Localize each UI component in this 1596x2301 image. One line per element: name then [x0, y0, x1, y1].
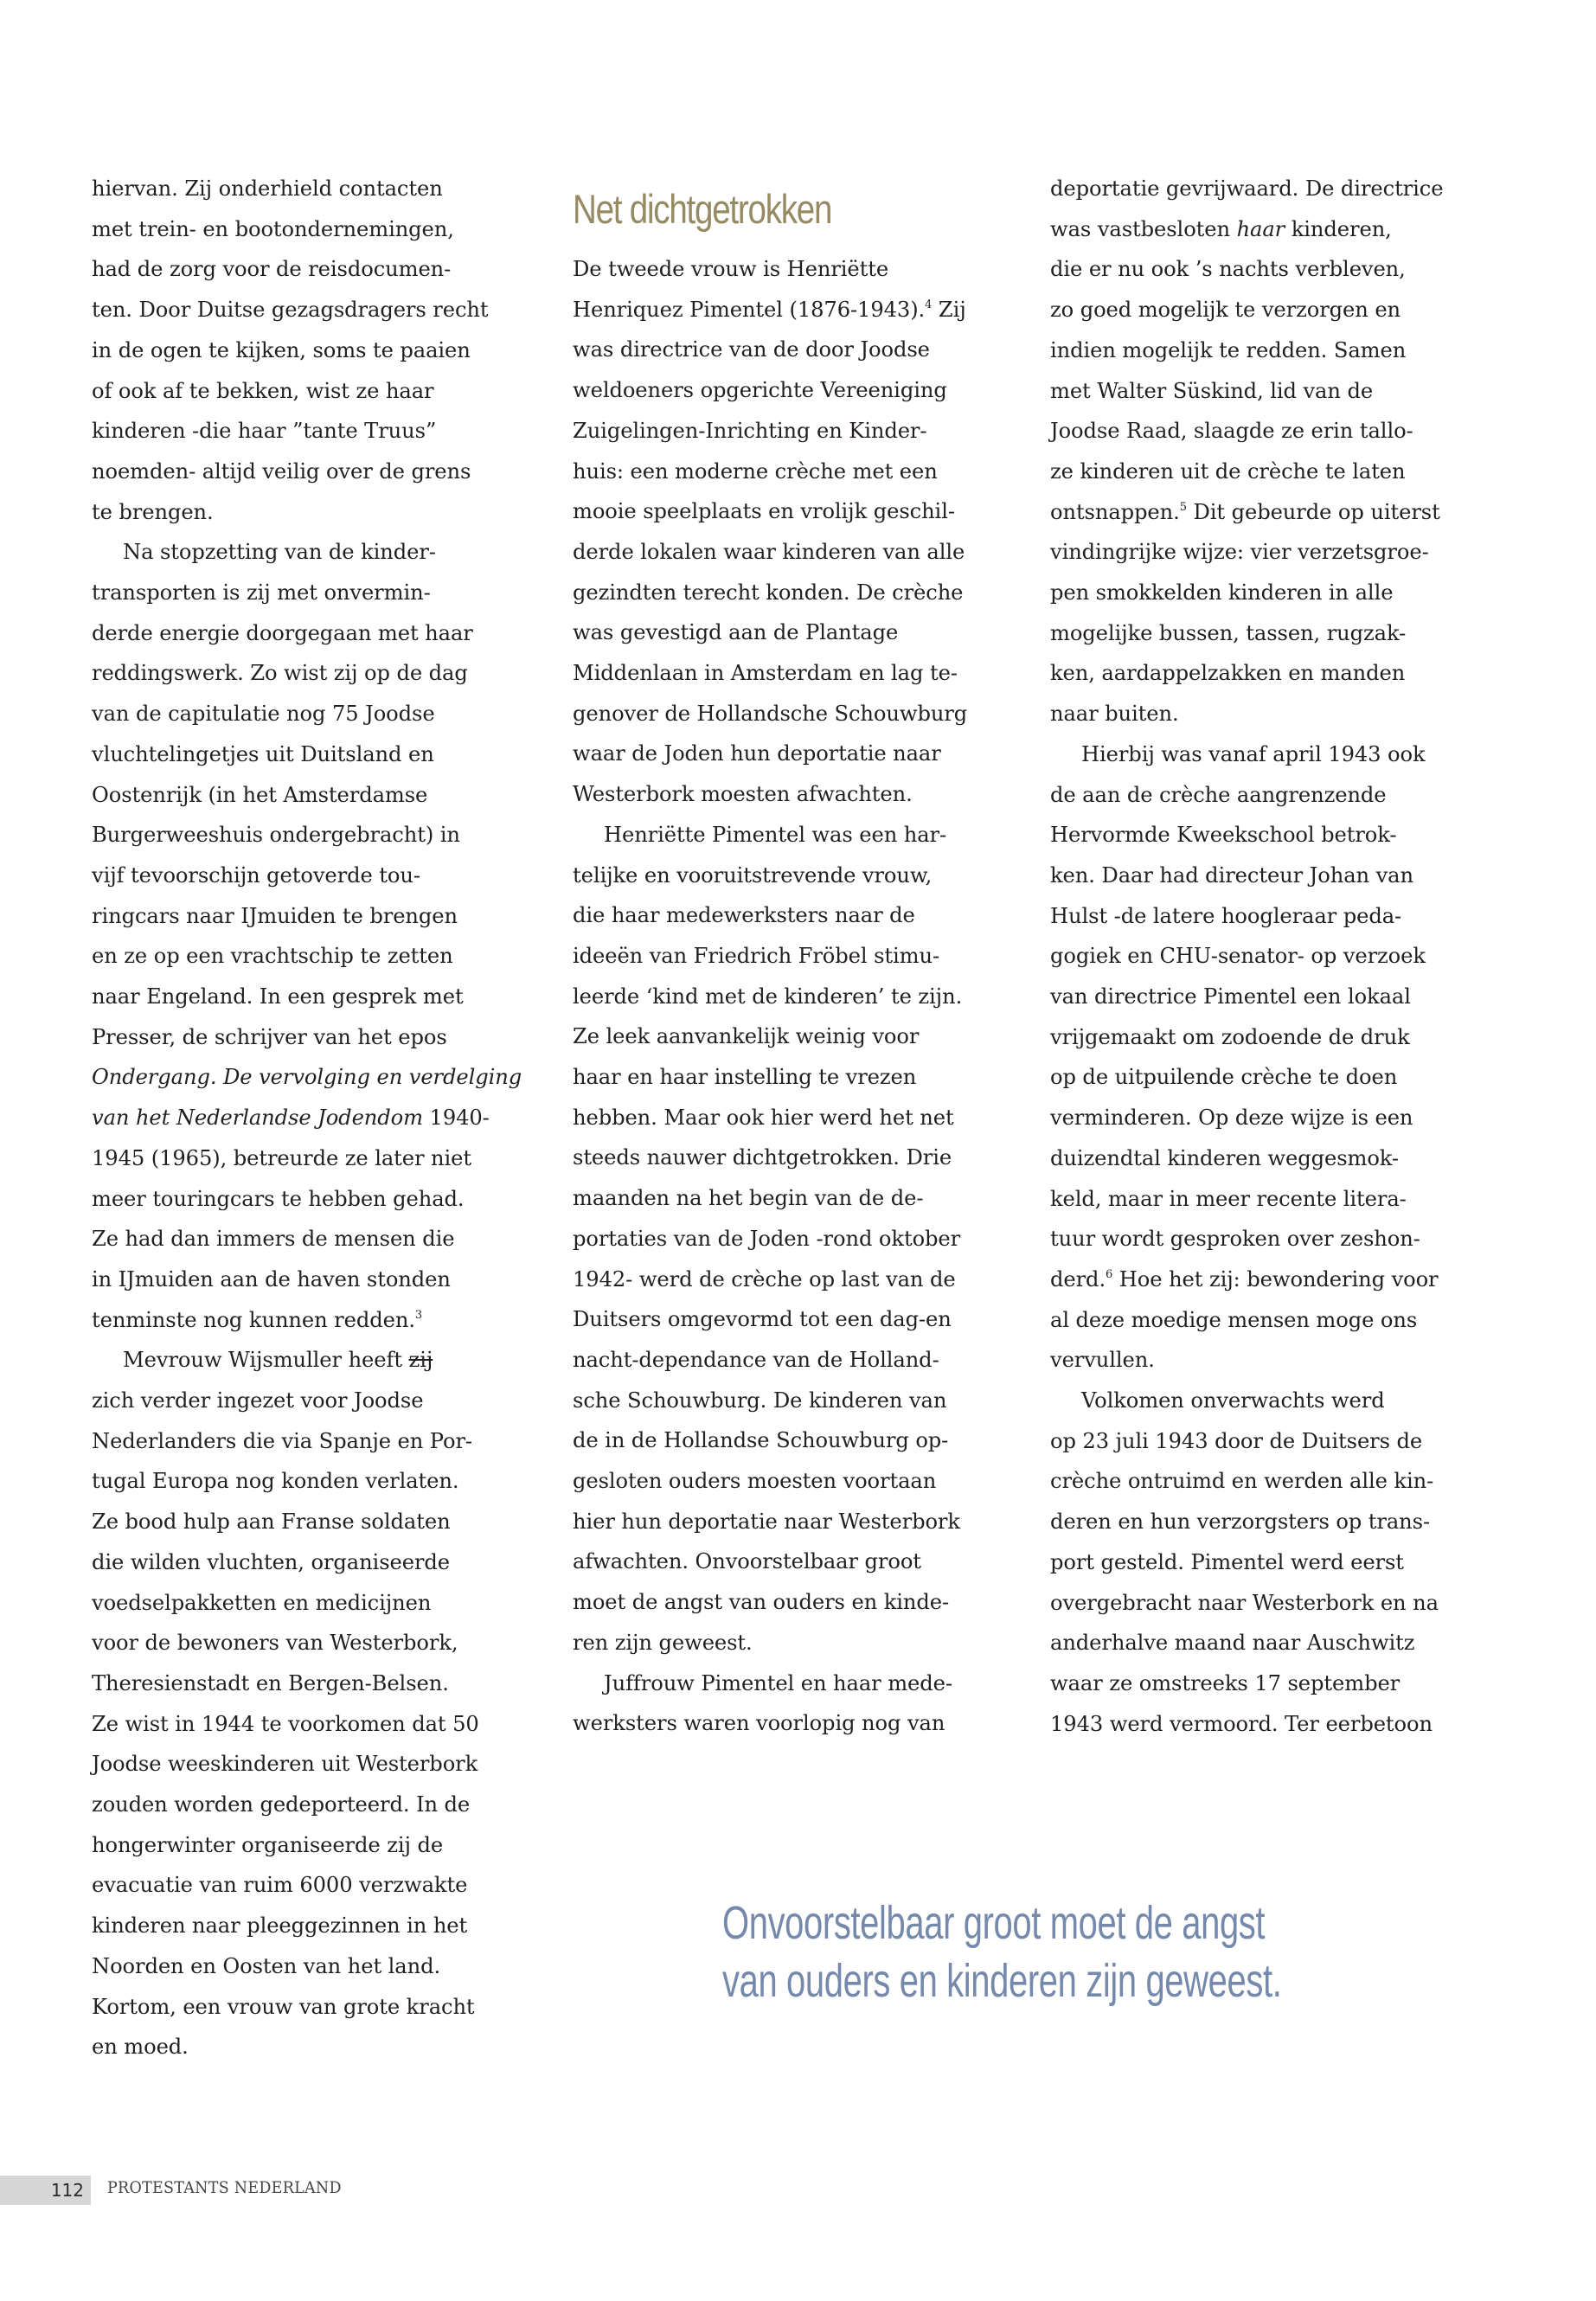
text-run: mogelijke bussen, tassen, rugzak-	[1050, 620, 1407, 645]
text-line	[573, 1226, 960, 1252]
text-line	[573, 1388, 946, 1413]
text-line	[92, 1832, 443, 1858]
italic-text: van het Nederlandse Jodendom	[92, 1106, 430, 1131]
text-run: waar ze omstreeks 17 september	[1050, 1670, 1401, 1695]
text-line	[1050, 1670, 1400, 1696]
text-line	[92, 539, 436, 565]
text-run: naar Engeland. In een gesprek met	[92, 984, 464, 1009]
text-run: was vastbesloten	[1050, 216, 1237, 241]
text-run: steeds nauwer dichtgetrokken. Drie	[573, 1145, 952, 1170]
text-run: hongerwinter organiseerde zij de	[92, 1832, 444, 1857]
text-run: Volkomen onverwachts werd	[1081, 1388, 1385, 1413]
text-run: derde energie doorgegaan met haar	[92, 620, 473, 645]
text-run: Dit gebeurde op uiterst	[1186, 499, 1440, 524]
text-line	[573, 539, 965, 565]
text-line	[92, 1872, 467, 1898]
text-run: werksters waren voorlopig nog van	[573, 1711, 945, 1736]
text-line	[92, 1105, 490, 1131]
text-run: ideeën van Friedrich Fröbel stimu-	[573, 943, 940, 968]
footnote-marker: 3	[414, 1308, 423, 1322]
text-line	[573, 1589, 949, 1615]
text-line	[573, 781, 913, 807]
text-run: derd.	[1050, 1266, 1106, 1292]
text-line	[92, 176, 443, 202]
text-line	[573, 619, 898, 645]
text-line	[1050, 1509, 1430, 1535]
text-line	[92, 701, 435, 727]
text-run: was directrice van de door Joodse	[573, 337, 930, 362]
text-line	[573, 740, 941, 766]
text-line	[573, 822, 946, 848]
text-run: weldoeners opgerichte Vereeniging	[573, 378, 947, 403]
text-run: afwachten. Onvoorstelbaar groot	[573, 1549, 921, 1574]
text-run: anderhalve maand naar Auschwitz	[1050, 1631, 1415, 1656]
text-run: van de capitulatie nog 75 Joodse	[92, 702, 435, 727]
text-run: ontsnappen.	[1050, 499, 1180, 524]
text-run: die wilden vluchten, organiseerde	[92, 1549, 450, 1574]
text-run: waar de Joden hun deportatie naar	[573, 741, 941, 766]
text-line	[1050, 1549, 1404, 1575]
text-run: kinderen naar pleeggezinnen in het	[92, 1913, 468, 1939]
text-run: of ook af te bekken, wist ze haar	[92, 378, 434, 403]
footnote-marker: 6	[1106, 1267, 1113, 1281]
text-line	[92, 1953, 440, 1979]
text-line	[92, 943, 453, 969]
text-line	[92, 1913, 467, 1939]
footnote-marker: 5	[1179, 500, 1187, 514]
text-line	[573, 1144, 952, 1170]
text-line	[92, 1630, 458, 1656]
text-run: Juffrouw Pimentel en haar mede-	[604, 1670, 952, 1695]
text-run: te brengen.	[92, 499, 214, 524]
text-run: De tweede vrouw is Henriëtte	[573, 257, 889, 281]
text-line	[92, 1024, 447, 1050]
text-line	[573, 1509, 960, 1535]
text-run: Kortom, een vrouw van grote kracht	[92, 1994, 475, 2019]
text-line	[1050, 1266, 1439, 1292]
text-run: voedselpakketten en medicijnen	[92, 1590, 432, 1615]
text-line	[92, 1145, 471, 1171]
running-footer-title: PROTESTANTS NEDERLAND	[107, 2178, 342, 2197]
text-line	[1050, 903, 1401, 929]
text-run: noemden- altijd veilig over de grens	[92, 458, 471, 484]
text-run: Middenlaan in Amsterdam en lag te-	[573, 661, 958, 685]
text-line	[92, 1186, 465, 1212]
text-run: Mevrouw Wijsmuller heeft	[123, 1348, 409, 1373]
text-line	[573, 1670, 952, 1696]
text-run: zo goed mogelijk te verzorgen en	[1050, 298, 1401, 323]
text-run: Duitsers omgevormd tot een dag-en	[573, 1307, 952, 1332]
text-line	[573, 377, 947, 403]
text-run: Zuigelingen-Inrichting en Kinder-	[573, 418, 927, 443]
section-heading: Net dichtgetrokken	[573, 186, 832, 232]
text-line	[1050, 701, 1179, 727]
text-line	[573, 1306, 952, 1332]
text-line	[573, 1064, 916, 1090]
text-line	[92, 1670, 449, 1696]
text-run: tenminste nog kunnen redden.	[92, 1307, 415, 1332]
text-run: hiervan. Zij onderhield contacten	[92, 176, 443, 201]
text-line	[573, 1105, 954, 1131]
text-line	[1050, 1347, 1155, 1373]
text-line	[1050, 782, 1387, 808]
text-run: hebben. Maar ook hier werd het net	[573, 1105, 954, 1130]
text-line	[92, 499, 214, 525]
text-line	[1050, 1024, 1410, 1050]
text-line	[92, 418, 436, 444]
text-run: in de ogen te kijken, soms te paaien	[92, 337, 471, 362]
text-line	[1050, 741, 1426, 767]
text-run: 1940-	[429, 1106, 490, 1131]
text-run: ringcars naar IJmuiden te brengen	[92, 903, 458, 928]
page-number: 112	[50, 2180, 84, 2201]
pull-quote-line: Onvoorstelbaar groot moet de angst	[722, 1897, 1266, 1949]
text-line	[92, 1347, 433, 1373]
text-line	[1050, 1145, 1399, 1171]
text-line	[1050, 660, 1405, 686]
text-line	[92, 1266, 451, 1292]
text-run: op 23 juli 1943 door de Duitsers de	[1050, 1428, 1423, 1453]
text-line	[1050, 1590, 1439, 1616]
text-line	[1050, 499, 1440, 525]
text-line	[92, 256, 451, 282]
text-line	[92, 378, 434, 404]
text-line	[573, 862, 932, 888]
text-line	[1050, 176, 1443, 202]
text-run: gesloten ouders moesten voortaan	[573, 1469, 937, 1493]
text-run: in IJmuiden aan de haven stonden	[92, 1266, 451, 1292]
text-run: vindingrijke wijze: vier verzetsgroe-	[1050, 540, 1429, 565]
text-line	[92, 822, 460, 848]
text-run: pen smokkelden kinderen in alle	[1050, 580, 1394, 605]
text-run: hier hun deportatie naar Westerbork	[573, 1509, 960, 1534]
text-line	[92, 1590, 431, 1616]
text-line	[573, 943, 939, 969]
text-run: haar en haar instelling te vrezen	[573, 1065, 917, 1089]
text-run: port gesteld. Pimentel werd eerst	[1050, 1549, 1404, 1574]
text-run: nacht-dependance van de Holland-	[573, 1347, 939, 1372]
text-run: ren zijn geweest.	[573, 1630, 753, 1655]
text-run: meer touringcars te hebben gehad.	[92, 1186, 465, 1211]
text-line	[1050, 256, 1406, 282]
text-run: op de uitpuilende crèche te doen	[1050, 1065, 1398, 1090]
text-run: Joodse Raad, slaagde ze erin tallo-	[1050, 419, 1413, 444]
text-line	[1050, 1711, 1433, 1737]
text-line	[573, 1630, 753, 1656]
text-run: en moed.	[92, 2035, 189, 2060]
text-run: verminderen. Op deze wijze is een	[1050, 1106, 1413, 1131]
text-line	[92, 297, 489, 323]
text-run: zich verder ingezet voor Joodse	[92, 1388, 424, 1413]
text-line	[573, 1427, 948, 1453]
footnote-marker: 4	[925, 298, 933, 311]
text-run: al deze moedige mensen moge ons	[1050, 1307, 1418, 1332]
pull-quote	[722, 1894, 1281, 2010]
text-line	[573, 984, 962, 1009]
text-line	[1050, 1186, 1407, 1212]
text-line	[92, 1428, 472, 1454]
text-line	[1050, 1630, 1414, 1656]
text-run: die er nu ook ’s nachts verbleven,	[1050, 257, 1406, 282]
text-run: huis: een moderne crèche met een	[573, 458, 938, 484]
text-run: Henriquez Pimentel (1876-1943).	[573, 297, 926, 322]
text-line	[1050, 822, 1396, 848]
text-line	[573, 902, 915, 928]
text-line	[92, 741, 434, 767]
text-line	[1050, 1064, 1397, 1090]
text-run: sche Schouwburg. De kinderen van	[573, 1388, 947, 1413]
text-line	[573, 701, 967, 727]
text-line	[1050, 620, 1406, 646]
text-run: met Walter Süskind, lid van de	[1050, 378, 1374, 403]
text-run: van directrice Pimentel een lokaal	[1050, 984, 1411, 1009]
text-run: Hoe het zij: bewondering voor	[1112, 1266, 1439, 1292]
struck-text: zij	[408, 1348, 433, 1373]
text-line	[573, 660, 958, 686]
text-run: met trein- en bootondernemingen,	[92, 216, 454, 241]
text-run: vrijgemaakt om zodoende de druk	[1050, 1024, 1410, 1049]
text-run: transporten is zij met onvermin-	[92, 580, 431, 605]
page-number-box	[0, 2176, 91, 2205]
text-line	[92, 1064, 522, 1090]
text-line	[92, 1468, 458, 1494]
text-run: Ze wist in 1944 te voorkomen dat 50	[92, 1711, 479, 1736]
text-line	[92, 2034, 189, 2060]
text-run: die haar medewerksters naar de	[573, 903, 915, 928]
text-line	[1050, 1226, 1420, 1252]
text-run: Na stopzetting van de kinder-	[123, 540, 436, 565]
text-run: gezindten terecht konden. De crèche	[573, 580, 964, 605]
text-run: maanden na het begin van de de-	[573, 1186, 924, 1211]
text-line	[1050, 943, 1426, 969]
text-run: gogiek en CHU-senator- op verzoek	[1050, 944, 1426, 969]
text-line	[573, 336, 930, 362]
text-run: ten. Door Duitse gezagsdragers recht	[92, 298, 489, 323]
text-run: mooie speelplaats en vrolijk geschil-	[573, 499, 955, 524]
text-line	[1050, 984, 1411, 1009]
text-run: Burgerweeshuis ondergebracht) in	[92, 823, 460, 848]
text-run: vervullen.	[1050, 1348, 1155, 1373]
text-run: ken, aardappelzakken en manden	[1050, 661, 1406, 686]
italic-text: Ondergang. De vervolging en verdelging	[92, 1065, 522, 1090]
text-run: reddingswerk. Zo wist zij op de dag	[92, 661, 468, 686]
text-run: 1943 werd vermoord. Ter eerbetoon	[1050, 1711, 1433, 1736]
text-run: evacuatie van ruim 6000 verzwakte	[92, 1873, 468, 1898]
text-line	[573, 1347, 939, 1373]
text-run: Ze bood hulp aan Franse soldaten	[92, 1509, 451, 1535]
text-line	[1050, 1468, 1433, 1494]
text-run: Hulst -de latere hoogleraar peda-	[1050, 903, 1402, 928]
text-run: vijf tevoorschijn getoverde tou-	[92, 862, 420, 888]
text-line	[573, 1023, 919, 1049]
text-line	[92, 1711, 479, 1737]
text-line	[1050, 1428, 1422, 1454]
text-run: Zij	[932, 297, 966, 322]
text-line	[573, 1185, 923, 1211]
text-run: voor de bewoners van Westerbork,	[92, 1631, 458, 1656]
text-line	[92, 660, 468, 686]
text-line	[573, 256, 888, 282]
text-run: indien mogelijk te redden. Samen	[1050, 337, 1407, 362]
text-run: was gevestigd aan de Plantage	[573, 620, 899, 645]
text-line	[1050, 418, 1413, 444]
text-line	[92, 620, 473, 646]
text-line	[1050, 862, 1413, 888]
text-line	[92, 903, 458, 929]
text-run: tuur wordt gesproken over zeshon-	[1050, 1227, 1420, 1252]
text-run: Hierbij was vanaf april 1943 ook	[1081, 741, 1426, 766]
text-run: portaties van de Joden -rond oktober	[573, 1226, 961, 1251]
text-line	[573, 1710, 945, 1736]
text-run: Theresienstadt en Bergen-Belsen.	[92, 1670, 449, 1695]
text-run: naar buiten.	[1050, 702, 1179, 727]
text-run: kinderen -die haar ”tante Truus”	[92, 419, 437, 444]
text-line	[92, 1549, 450, 1575]
text-line	[92, 782, 427, 808]
text-run: Westerbork moesten afwachten.	[573, 782, 913, 807]
text-run: 1942- werd de crèche op last van de	[573, 1266, 956, 1292]
text-run: Ze had dan immers de mensen die	[92, 1227, 455, 1252]
italic-text: haar	[1236, 216, 1285, 241]
text-run: leerde ‘kind met de kinderen’ te zijn.	[573, 984, 963, 1009]
text-line	[92, 1307, 422, 1333]
text-line	[1050, 1388, 1385, 1413]
text-run: zouden worden gedeporteerd. In de	[92, 1792, 471, 1817]
text-line	[92, 1751, 478, 1777]
text-run: genover de Hollandsche Schouwburg	[573, 701, 968, 726]
text-run: ze kinderen uit de crèche te laten	[1050, 458, 1406, 484]
text-run: Henriëtte Pimentel was een har-	[604, 822, 947, 847]
text-line	[92, 862, 420, 888]
text-line	[92, 580, 431, 606]
text-run: Oostenrijk (in het Amsterdamse	[92, 782, 428, 807]
text-run: moet de angst van ouders en kinde-	[573, 1590, 950, 1615]
text-line	[92, 1994, 475, 2020]
text-line	[573, 1468, 936, 1494]
text-run: Joodse weeskinderen uit Westerbork	[92, 1752, 478, 1777]
text-line	[92, 216, 454, 242]
text-run: tugal Europa nog konden verlaten.	[92, 1469, 459, 1494]
text-line	[573, 297, 966, 323]
text-run: ken. Daar had directeur Johan van	[1050, 862, 1413, 888]
text-line	[573, 580, 963, 606]
text-line	[92, 1226, 454, 1252]
text-run: derde lokalen waar kinderen van alle	[573, 539, 965, 564]
text-run: Presser, de schrijver van het epos	[92, 1024, 447, 1049]
text-run: de in de Hollandse Schouwburg op-	[573, 1428, 949, 1453]
text-line	[92, 984, 464, 1009]
text-line	[1050, 539, 1429, 565]
text-line	[92, 337, 471, 363]
text-line	[1050, 216, 1392, 242]
text-run: de aan de crèche aangrenzende	[1050, 782, 1387, 807]
text-run: en ze op een vrachtschip te zetten	[92, 944, 453, 969]
text-run: had de zorg voor de reisdocumen-	[92, 257, 452, 282]
text-line	[1050, 378, 1373, 404]
text-line	[1050, 1105, 1413, 1131]
text-run: crèche ontruimd en werden alle kin-	[1050, 1469, 1434, 1494]
text-line	[1050, 337, 1406, 363]
text-run: vluchtelingetjes uit Duitsland en	[92, 741, 434, 766]
text-run: keld, maar in meer recente litera-	[1050, 1186, 1407, 1211]
text-run: Ze leek aanvankelijk weinig voor	[573, 1024, 920, 1049]
text-run: 1945 (1965), betreurde ze later niet	[92, 1145, 472, 1170]
text-run: kinderen,	[1285, 216, 1392, 241]
text-run: deren en hun verzorgsters op trans-	[1050, 1509, 1431, 1535]
text-line	[573, 418, 926, 444]
text-line	[1050, 580, 1393, 606]
text-line	[92, 1509, 451, 1535]
text-run: Hervormde Kweekschool betrok-	[1050, 823, 1397, 848]
text-line	[573, 498, 955, 524]
text-run: overgebracht naar Westerbork en na	[1050, 1590, 1439, 1615]
text-line	[92, 1388, 423, 1413]
text-line	[1050, 297, 1401, 323]
text-line	[92, 1791, 470, 1817]
text-line	[573, 1266, 956, 1292]
text-line	[1050, 458, 1406, 484]
text-run: telijke en vooruitstrevende vrouw,	[573, 862, 933, 888]
pull-quote-line: van ouders en kinderen zijn geweest.	[722, 1955, 1282, 2007]
text-line	[92, 458, 471, 484]
text-run: deportatie gevrijwaard. De directrice	[1050, 176, 1444, 201]
text-line	[1050, 1307, 1417, 1333]
text-line	[573, 458, 938, 484]
text-line	[573, 1548, 921, 1574]
text-run: Nederlanders die via Spanje en Por-	[92, 1428, 472, 1453]
text-run: Noorden en Oosten van het land.	[92, 1953, 441, 1978]
text-run: duizendtal kinderen weggesmok-	[1050, 1145, 1400, 1170]
